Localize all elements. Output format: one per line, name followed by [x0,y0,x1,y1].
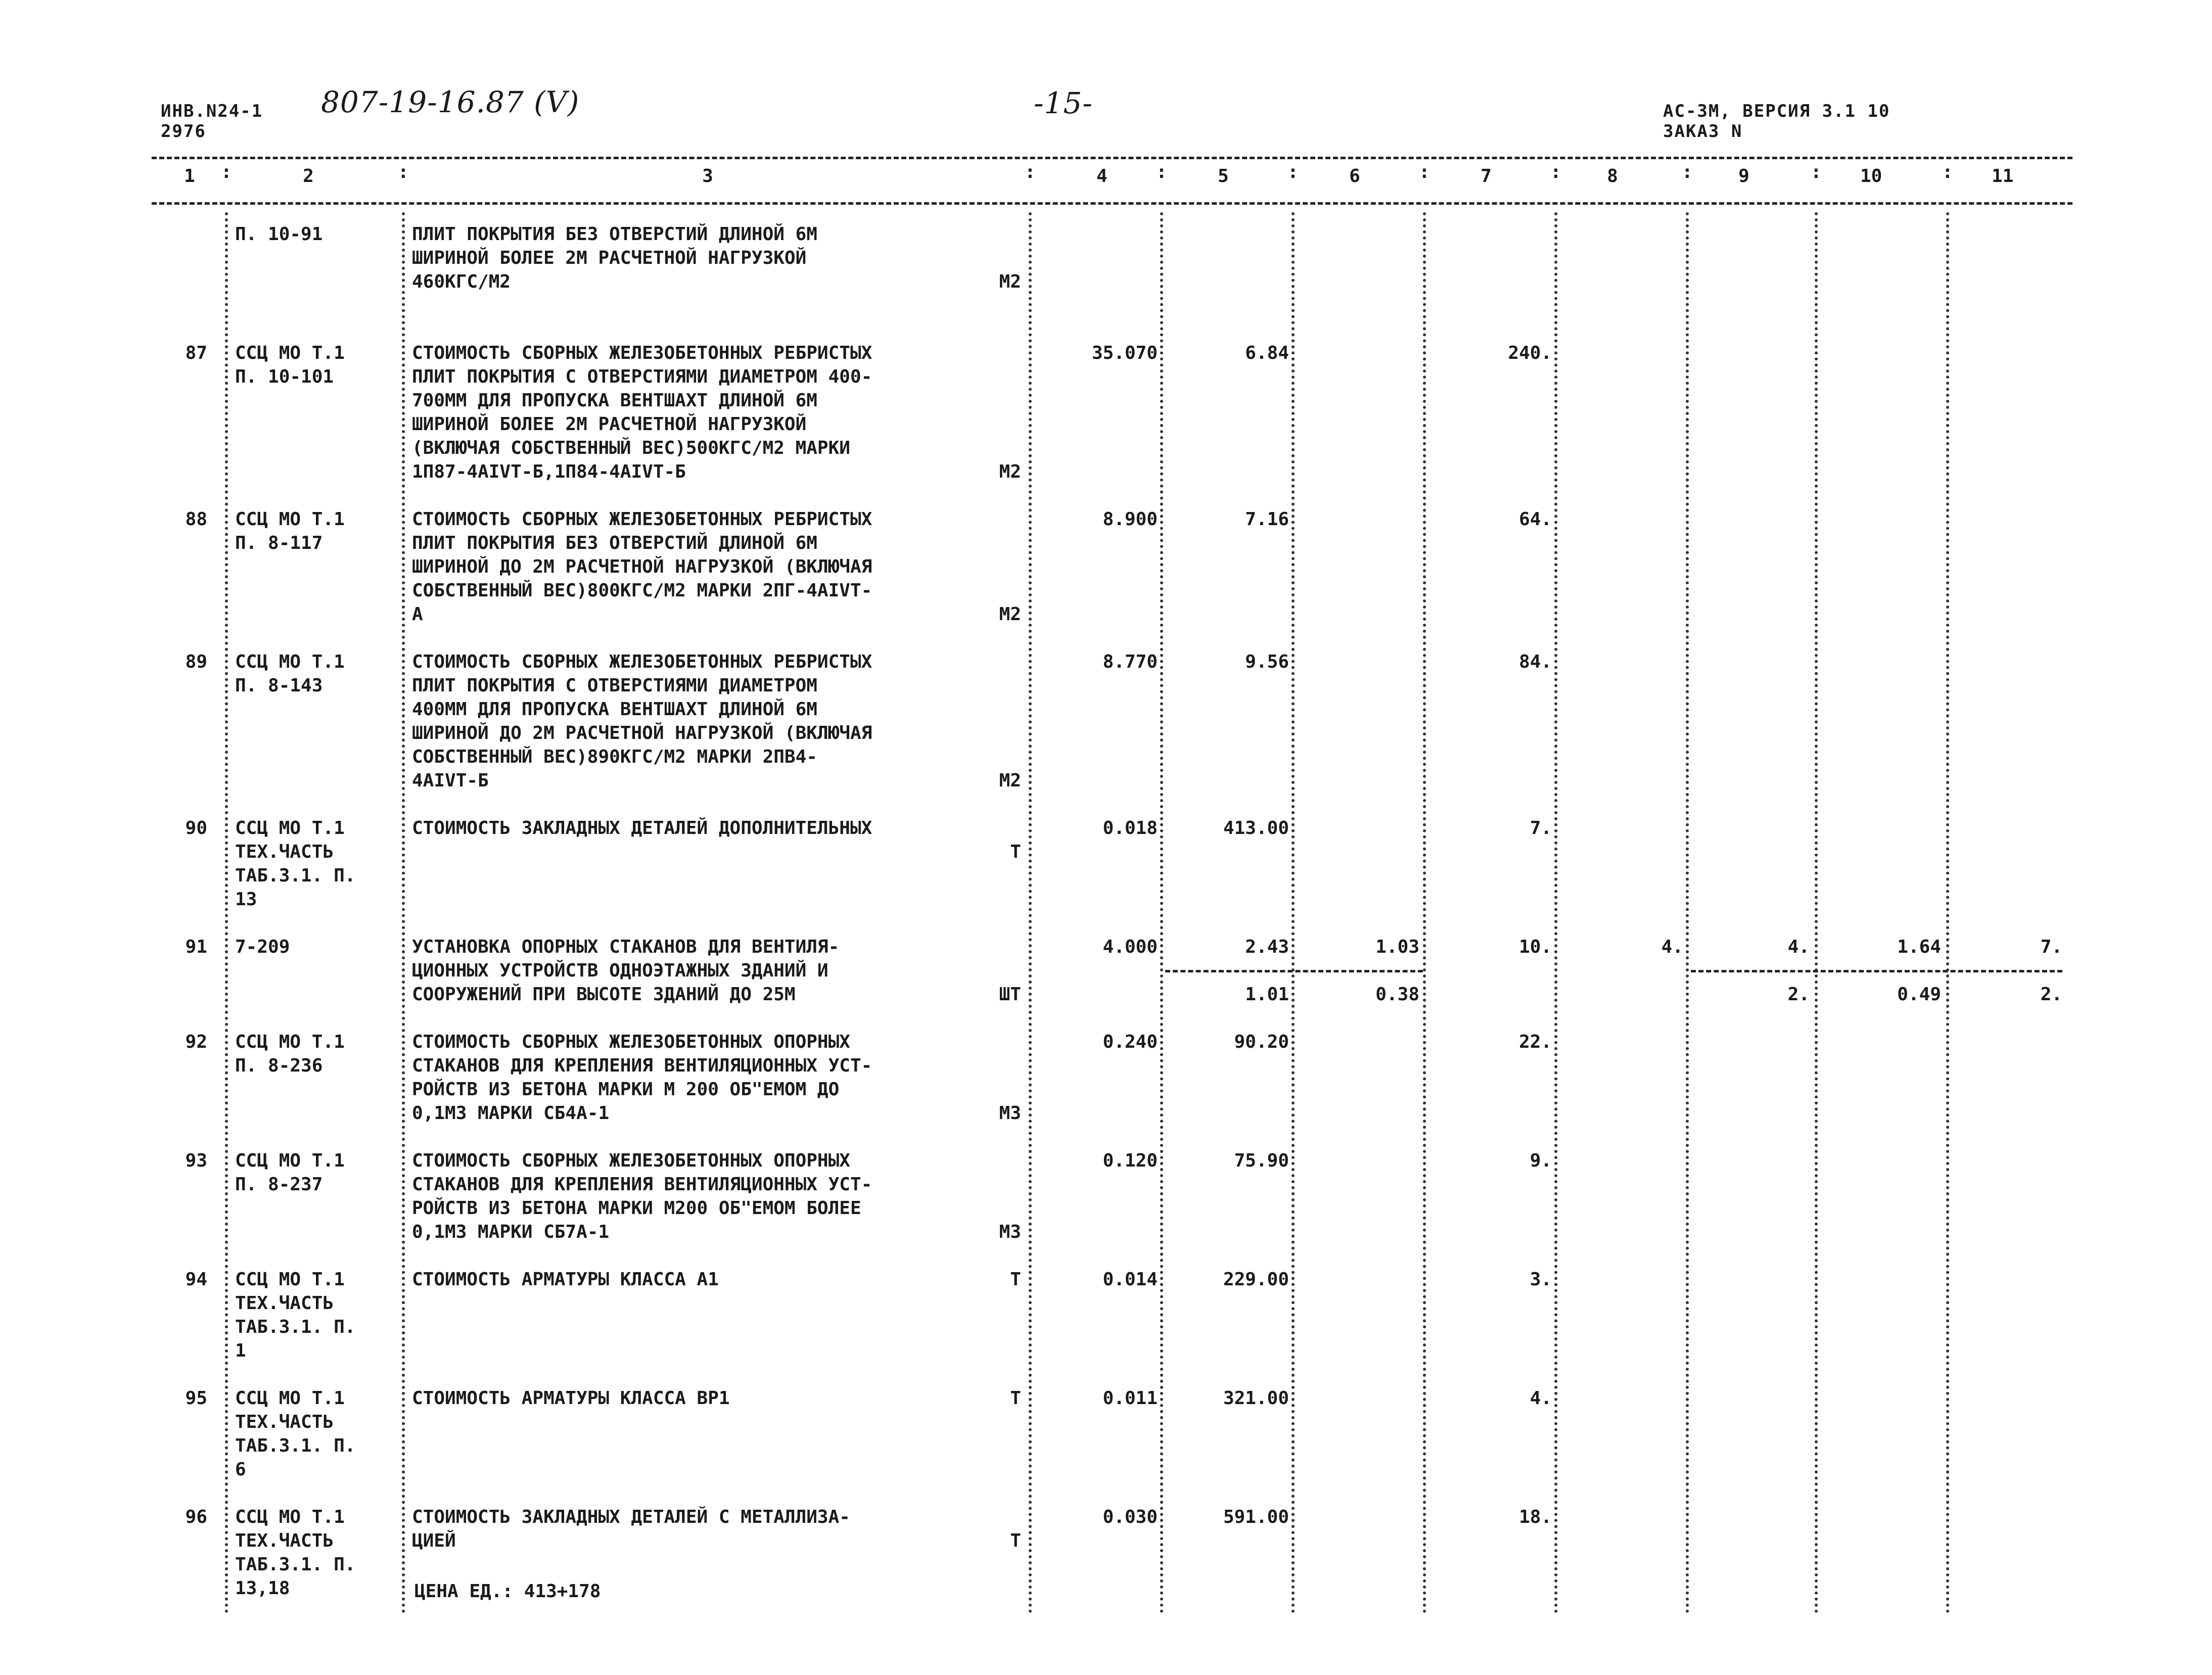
cell-col-5: 75.90 [1234,1150,1289,1171]
column-header-2: 2 [303,166,314,187]
row-code: 13,18 [235,1578,290,1599]
cell-col-4: 0.030 [1102,1507,1158,1527]
row-description: ПЛИТ ПОКРЫТИЯ БЕЗ ОТВЕРСТИЙ ДЛИНОЙ 6М [412,224,817,245]
row-code: ССЦ МО Т.1 [235,1507,345,1527]
cell-col-11: 7. [2040,937,2062,957]
row-unit: М2 [999,770,1021,791]
document-code: 807-19-16.87 (Ⅴ) [321,85,580,119]
cell-col-4: 0.120 [1102,1150,1158,1171]
row-unit: Т [1010,1388,1021,1409]
top-rule [152,157,2072,159]
row-description: СТОИМОСТЬ ЗАКЛАДНЫХ ДЕТАЛЕЙ С МЕТАЛЛИЗА- [412,1507,850,1527]
row-code: ТЕХ.ЧАСТЬ [235,1530,334,1551]
row-description: УСТАНОВКА ОПОРНЫХ СТАКАНОВ ДЛЯ ВЕНТИЛЯ- [412,937,840,957]
cell-col-5: 591.00 [1223,1507,1289,1527]
cell-col-7: 9. [1530,1150,1552,1171]
column-header-separator: : [1287,162,1299,182]
cell-col-5: 229.00 [1223,1269,1289,1290]
row-description: ШИРИНОЙ БОЛЕЕ 2М РАСЧЕТНОЙ НАГРУЗКОЙ [412,414,807,435]
column-header-3: 3 [702,166,713,187]
row-description: 1П87-4АIVТ-Б,1П84-4АIVТ-Б [412,461,686,482]
column-separator [1815,212,1818,1614]
row-code: 7-209 [235,937,290,957]
cell-col-5: 413.00 [1223,818,1289,839]
row-description: СТОИМОСТЬ АРМАТУРЫ КЛАССА ВР1 [412,1388,730,1409]
column-header-5: 5 [1218,166,1229,187]
column-separator [1946,212,1949,1614]
cell-col-7: 22. [1518,1032,1552,1052]
row-code: ТАБ.3.1. П. [235,1317,356,1337]
row-description: 4АIVТ-Б [412,770,489,791]
row-code: ССЦ МО Т.1 [235,1150,345,1171]
row-code: ССЦ МО Т.1 [235,509,345,530]
row-code: П. 8-236 [235,1055,323,1076]
row-number: 88 [185,509,207,530]
row-description: ПЛИТ ПОКРЫТИЯ С ОТВЕРСТИЯМИ ДИАМЕТРОМ 400- [412,366,872,387]
inventory-number: 2976 [161,121,206,142]
row-code: ТЕХ.ЧАСТЬ [235,1412,334,1432]
row-code: ССЦ МО Т.1 [235,343,345,363]
column-header-4: 4 [1096,166,1108,187]
cell-col-4: 0.011 [1102,1388,1158,1409]
row-description: СТОИМОСТЬ СБОРНЫХ ЖЕЛЕЗОБЕТОННЫХ РЕБРИСТЫХ [412,652,872,672]
row-description: ПЛИТ ПОКРЫТИЯ БЕЗ ОТВЕРСТИЙ ДЛИНОЙ 6М [412,533,817,553]
column-header-1: 1 [184,166,195,187]
cell-col-5: 7.16 [1245,509,1289,530]
column-header-separator: : [1550,162,1561,182]
cell-col-4: 4.000 [1102,937,1158,957]
cell-col-10: 1.64 [1897,937,1941,957]
column-separator [1423,212,1426,1614]
row-description: 0,1М3 МАРКИ СБ4А-1 [412,1103,610,1124]
row-description: СТОИМОСТЬ СБОРНЫХ ЖЕЛЕЗОБЕТОННЫХ ОПОРНЫХ [412,1150,850,1171]
row-description: 400ММ ДЛЯ ПРОПУСКА ВЕНТШАХТ ДЛИНОЙ 6М [412,699,817,720]
row-unit: ШТ [999,984,1021,1005]
column-header-separator: : [221,162,232,182]
row-unit: Т [1010,842,1021,862]
cell-col-4: 0.240 [1102,1032,1158,1052]
row-description: СОБСТВЕННЫЙ ВЕС)800КГС/М2 МАРКИ 2ПГ-4АIVТ- [412,580,872,601]
cell-col-5: 90.20 [1234,1032,1289,1052]
cell-col-4: 8.900 [1102,509,1158,530]
sub-cell-col-6: 0.38 [1375,984,1419,1005]
row-unit: М2 [999,461,1021,482]
row-code: ТАБ.3.1. П. [235,865,356,886]
cell-col-7: 7. [1530,818,1552,839]
row-code: ССЦ МО Т.1 [235,1388,345,1409]
row-description: СТОИМОСТЬ СБОРНЫХ ЖЕЛЕЗОБЕТОННЫХ ОПОРНЫХ [412,1032,850,1052]
column-header-8: 8 [1607,166,1618,187]
cell-col-7: 3. [1530,1269,1552,1290]
row-unit: М2 [999,604,1021,625]
column-header-separator: : [1419,162,1430,182]
row-code: П. 8-237 [235,1174,323,1195]
cell-col-5: 321.00 [1223,1388,1289,1409]
row-description: СТАКАНОВ ДЛЯ КРЕПЛЕНИЯ ВЕНТИЛЯЦИОННЫХ УСТ- [412,1174,872,1195]
row-description: ПЛИТ ПОКРЫТИЯ С ОТВЕРСТИЯМИ ДИАМЕТРОМ [412,675,817,696]
sub-cell-col-9: 2. [1787,984,1810,1005]
column-header-6: 6 [1349,166,1360,187]
row-description: (ВКЛЮЧАЯ СОБСТВЕННЫЙ ВЕС)500КГС/М2 МАРКИ [412,438,850,458]
row-description: СТОИМОСТЬ АРМАТУРЫ КЛАССА А1 [412,1269,719,1290]
program-version: АС-3М, ВЕРСИЯ 3.1 10 [1663,101,1891,121]
row-description: ШИРИНОЙ ДО 2М РАСЧЕТНОЙ НАГРУЗКОЙ (ВКЛЮЧАЯ [412,723,872,743]
row-description: СТОИМОСТЬ СБОРНЫХ ЖЕЛЕЗОБЕТОННЫХ РЕБРИСТЫХ [412,343,872,363]
row-code: ССЦ МО Т.1 [235,1269,345,1290]
row-description: СООРУЖЕНИЙ ПРИ ВЫСОТЕ ЗДАНИЙ ДО 25М [412,984,796,1005]
row-description: СТОИМОСТЬ ЗАКЛАДНЫХ ДЕТАЛЕЙ ДОПОЛНИТЕЛЬНЫХ [412,818,872,839]
cell-col-7: 64. [1518,509,1552,530]
row-code: 1 [235,1340,246,1361]
row-code: П. 10-91 [235,224,323,245]
column-header-separator: : [1811,162,1822,182]
row-unit: Т [1010,1269,1021,1290]
page-number: -15- [1034,86,1093,120]
column-header-10: 10 [1860,166,1882,187]
row-number: 92 [185,1032,207,1052]
row-number: 87 [185,343,207,363]
column-separator [225,212,228,1614]
row-code: П. 10-101 [235,366,334,387]
column-header-separator: : [1942,162,1953,182]
row-code: ССЦ МО Т.1 [235,1032,345,1052]
row-description: СТАКАНОВ ДЛЯ КРЕПЛЕНИЯ ВЕНТИЛЯЦИОННЫХ УСТ- [412,1055,872,1076]
row-number: 91 [185,937,207,957]
row-number: 93 [185,1150,207,1171]
cell-col-7: 18. [1518,1507,1552,1527]
row-code: П. 8-143 [235,675,323,696]
row-number: 95 [185,1388,207,1409]
column-header-11: 11 [1992,166,2014,187]
row-number: 89 [185,652,207,672]
cell-col-4: 0.014 [1102,1269,1158,1290]
row-description: СОБСТВЕННЫЙ ВЕС)890КГС/М2 МАРКИ 2ПВ4- [412,747,817,767]
cell-col-7: 10. [1518,937,1552,957]
column-header-separator: : [1682,162,1693,182]
cell-col-7: 4. [1530,1388,1552,1409]
row-description: 700ММ ДЛЯ ПРОПУСКА ВЕНТШАХТ ДЛИНОЙ 6М [412,390,817,411]
cell-col-9: 4. [1787,937,1810,957]
column-header-separator: : [398,162,409,182]
row-unit: М3 [999,1222,1021,1242]
cell-col-4: 35.070 [1091,343,1158,363]
column-header-9: 9 [1738,166,1749,187]
column-separator [1686,212,1689,1614]
row-number: 90 [185,818,207,839]
cell-col-7: 84. [1518,652,1552,672]
row-code: ТАБ.3.1. П. [235,1435,356,1456]
column-separator [402,212,405,1614]
cell-col-8: 4. [1661,937,1683,957]
cell-col-6: 1.03 [1375,937,1419,957]
row-code: ССЦ МО Т.1 [235,652,345,672]
row-code: ТЕХ.ЧАСТЬ [235,1293,334,1314]
unit-price-note: ЦЕНА ЕД.: 413+178 [414,1581,601,1602]
row-description: СТОИМОСТЬ СБОРНЫХ ЖЕЛЕЗОБЕТОННЫХ РЕБРИСТЫХ [412,509,872,530]
cell-col-7: 240. [1508,343,1552,363]
cell-col-4: 0.018 [1102,818,1158,839]
sub-cell-col-11: 2. [2040,984,2062,1005]
order-label: ЗАКАЗ N [1663,121,1743,142]
header-bottom-rule [152,202,2072,205]
row-unit: М2 [999,271,1021,292]
cell-col-5: 2.43 [1245,937,1289,957]
row-description: А [412,604,423,625]
row-code: 13 [235,889,257,910]
column-separator [1292,212,1295,1614]
row-unit: М3 [999,1103,1021,1124]
row-code: П. 8-117 [235,533,323,553]
row-unit: Т [1010,1530,1021,1551]
column-header-separator: : [1156,162,1167,182]
row-number: 94 [185,1269,207,1290]
row-number: 96 [185,1507,207,1527]
cell-col-4: 8.770 [1102,652,1158,672]
row-description: ШИРИНОЙ БОЛЕЕ 2М РАСЧЕТНОЙ НАГРУЗКОЙ [412,248,807,268]
column-header-separator: : [1025,162,1036,182]
row-description: 0,1М3 МАРКИ СБ7А-1 [412,1222,610,1242]
row-description: ШИРИНОЙ ДО 2М РАСЧЕТНОЙ НАГРУЗКОЙ (ВКЛЮЧАЯ [412,556,872,577]
row-description: РОЙСТВ ИЗ БЕТОНА МАРКИ М 200 ОБ"ЕМОМ ДО [412,1079,840,1100]
column-header-7: 7 [1481,166,1492,187]
row-description: РОЙСТВ ИЗ БЕТОНА МАРКИ М200 ОБ"ЕМОМ БОЛЕЕ [412,1198,861,1219]
row-code: ССЦ МО Т.1 [235,818,345,839]
sub-total-rule [1691,970,2062,972]
column-separator [1554,212,1557,1614]
cell-col-5: 9.56 [1245,652,1289,672]
column-separator [1029,212,1032,1614]
row-code: ТАБ.3.1. П. [235,1554,356,1575]
column-separator [1160,212,1163,1614]
sub-cell-col-5: 1.01 [1245,984,1289,1005]
row-code: 6 [235,1459,246,1480]
sub-cell-col-10: 0.49 [1897,984,1941,1005]
row-description: ЦИЕЙ [412,1530,456,1551]
row-description: 460КГС/М2 [412,271,511,292]
row-code: ТЕХ.ЧАСТЬ [235,842,334,862]
cell-col-5: 6.84 [1245,343,1289,363]
inventory-label: ИНВ.N24-1 [161,101,263,121]
row-description: ЦИОННЫХ УСТРОЙСТВ ОДНОЭТАЖНЫХ ЗДАНИЙ И [412,960,828,981]
